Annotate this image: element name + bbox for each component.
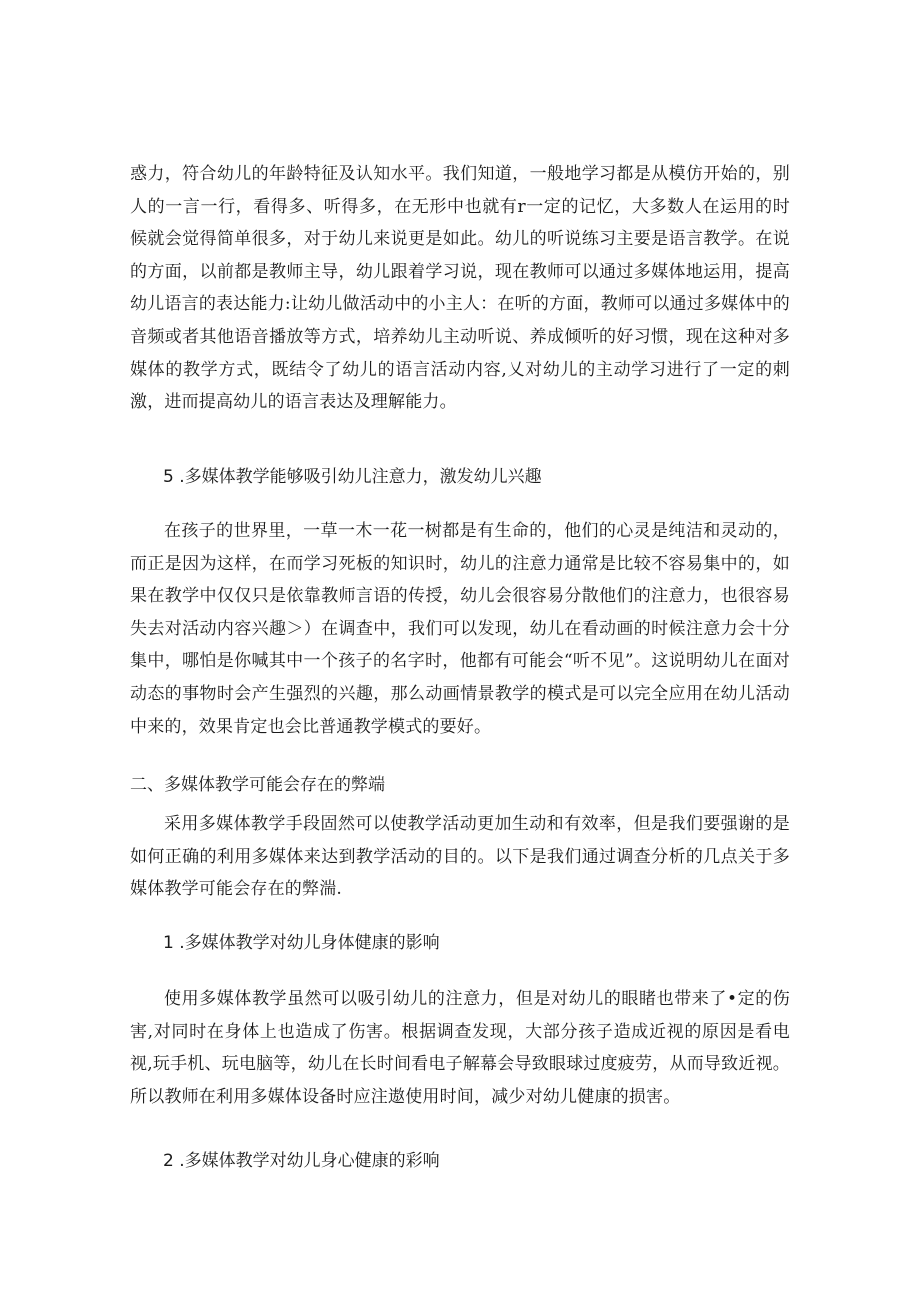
subheading-physical-health: 1 .多媒体教学对幼儿身体健康的影响	[163, 933, 440, 953]
body-paragraph-drawbacks-intro: 采用多媒体教学手段固然可以使教学活动更加生动和有效率，但是我们要强谢的是如何正确的利用多媒体来达到教学活动的目的。以下是我们通过调查分析的几点关于多媒体教学可能会存在的弊湍.	[130, 814, 790, 900]
body-paragraph-interest: 在孩子的世界里，一草一木一花一树都是有生命的，他们的心灵是纯洁和灵动的，而正是因为这样，在而学习死板的知识时，幼儿的注意力通常是比较不容易集中的，如果在教学中仅仅只是依靠教师言语的传授，幼儿会很容易分散他们的注意力，也很容易失去对活动内容兴趣＞）在调查中，我们可以发现，幼儿在看动画的时候注意力会十分集中，哪怕是你喊其中一个孩子的名字时，他都有可能会“听不见”。这说明幼儿在面对动态的事物时会产生强烈的兴趣，那么动画情景教学的模式是可以完全应用在幼儿活动中来的，效果肯定也会比普通教学模式的要好。	[130, 521, 790, 737]
body-paragraph-physical-health: 使用多媒体教学虽然可以吸引幼儿的注意力，但是对幼儿的眼睹也带来了•定的伤害,对同时在身体上也造成了伤害。根据调查发现，大部分孩子造成近视的原因是看电视,玩手机、玩电脑等，幼儿在长时间看电子解幕会导致眼球过度疲劳，从而导致近视。所以教师在利用多媒体设备时应注遨使用时间，减少对幼儿健康的损害。	[130, 989, 790, 1107]
subheading-mental-health: 2 .多媒体教学对幼儿身心健康的彩响	[163, 1151, 440, 1171]
body-paragraph-imitation: 惑力，符合幼儿的年龄特征及认知水平。我们知道，一般地学习都是从模仿开始的，别人的一言一行，看得多、听得多，在无形中也就有r一定的记忆，大多数人在运用的时候就会觉得简单很多，对于幼儿来说更是如此。幼儿的听说练习主要是语言教学。在说的方面，以前都是教师主导，幼儿跟着学习说，现在教师可以通过多媒体地运用，提高幼儿语言的表达能力:让幼儿做活动中的小主人：在听的方面，教师可以通过多媒体中的音频或者其他语音播放等方式，培养幼儿主动听说、养成倾听的好习惯，现在这种对多媒体的教学方式，既结令了幼儿的语言活动内容,乂对幼儿的主动学习进行了一定的刺激，进而提高幼儿的语言表达及理解能力。	[130, 164, 790, 413]
subheading-attract-attention: 5 .多媒体教学能够吸引幼儿注意力，激发幼儿兴趣	[163, 467, 542, 487]
section-title-drawbacks: 二、多媒体教学可能会存在的弊端	[130, 775, 385, 795]
